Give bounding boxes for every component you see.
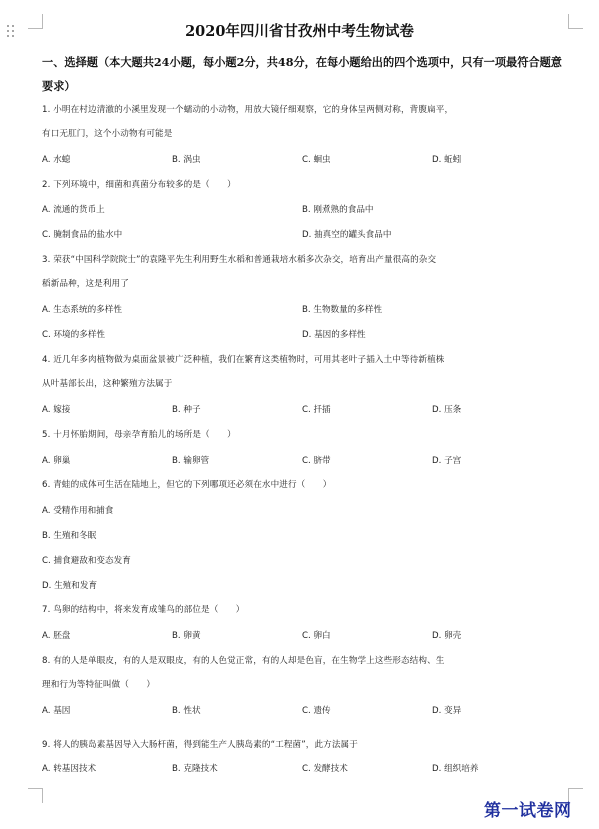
question-3-option-d: D. 基因的多样性 — [302, 330, 366, 340]
question-6-option-d: D. 生殖和发育 — [42, 581, 98, 591]
question-5-option-a: A. 卵巢 — [42, 456, 71, 466]
question-7-line-1: 7. 鸟卵的结构中，将来发育成雏鸟的部位是（ ） — [42, 605, 245, 615]
question-5-line-1: 5. 十月怀胎期间，母亲孕育胎儿的场所是（ ） — [42, 430, 236, 440]
question-9-option-a: A. 转基因技术 — [42, 764, 97, 774]
question-2-line-1: 2. 下列环境中，细菌和真菌分布较多的是（ ） — [42, 180, 236, 190]
section-heading: 一、选择题（本大题共24小题，每小题2分，共48分，在每小题给出的四个选项中，只有一项最符合题意要求） — [42, 55, 562, 93]
question-2-option-a: A. 流通的货币上 — [42, 205, 105, 215]
question-4-line-2: 从叶基部长出，这种繁殖方法属于 — [42, 379, 173, 389]
question-9-line-1: 9. 将人的胰岛素基因导入大肠杆菌，得到能生产人胰岛素的“工程菌”，此方法属于 — [42, 740, 358, 750]
question-1-line-2: 有口无肛门，这个小动物有可能是 — [42, 129, 173, 139]
question-6-option-b: B. 生殖和冬眠 — [42, 531, 97, 541]
page-title: 2020年四川省甘孜州中考生物试卷 — [185, 23, 414, 40]
question-6-line-1: 6. 青蛙的成体可生活在陆地上，但它的下列哪项还必须在水中进行（ ） — [42, 480, 332, 490]
question-4-option-b: B. 种子 — [172, 405, 201, 415]
question-4-option-a: A. 嫁接 — [42, 405, 71, 415]
question-8-option-c: C. 遗传 — [302, 706, 331, 716]
question-8-line-2: 理和行为等特征叫做（ ） — [42, 680, 156, 690]
site-watermark: 第一试卷网 — [484, 801, 572, 821]
question-3-option-a: A. 生态系统的多样性 — [42, 305, 122, 315]
question-7-option-c: C. 卵白 — [302, 631, 331, 641]
question-3-line-1: 3. 荣获“中国科学院院士”的袁隆平先生利用野生水稻和普通栽培水稻多次杂交，培育出产量很高的杂交 — [42, 255, 437, 265]
question-9-option-b: B. 克隆技术 — [172, 764, 218, 774]
question-1-option-a: A. 水螅 — [42, 155, 71, 165]
question-7-option-a: A. 胚盘 — [42, 631, 71, 641]
question-3-option-b: B. 生物数量的多样性 — [302, 305, 383, 315]
question-6-option-c: C. 捕食避敌和变态发育 — [42, 556, 131, 566]
question-4-option-d: D. 压条 — [432, 405, 462, 415]
question-8-line-1: 8. 有的人是单眼皮，有的人是双眼皮，有的人色觉正常，有的人却是色盲，在生物学上这些形态结构、生 — [42, 656, 445, 666]
question-8-option-b: B. 性状 — [172, 706, 201, 716]
question-4-option-c: C. 扦插 — [302, 405, 331, 415]
question-5-option-c: C. 脐带 — [302, 456, 331, 466]
question-1-option-b: B. 涡虫 — [172, 155, 201, 165]
question-3-line-2: 稻新品种，这是利用了 — [42, 279, 129, 289]
question-6-option-a: A. 受精作用和捕食 — [42, 506, 114, 516]
question-2-option-b: B. 刚煮熟的食品中 — [302, 205, 374, 215]
question-4-line-1: 4. 近几年多肉植物做为桌面盆景被广泛种植，我们在繁育这类植物时，可用其老叶子插入土中等待新植株 — [42, 355, 445, 365]
question-5-option-b: B. 输卵管 — [172, 456, 210, 466]
question-9-option-d: D. 组织培养 — [432, 764, 479, 774]
question-5-option-d: D. 子宫 — [432, 456, 462, 466]
question-1-line-1: 1. 小明在村边清澈的小溪里发现一个蠕动的小动物，用放大镜仔细观察，它的身体呈两侧对称，背腹扁平， — [42, 105, 454, 115]
question-1-option-d: D. 蚯蚓 — [432, 155, 462, 165]
question-7-option-b: B. 卵黄 — [172, 631, 201, 641]
question-7-option-d: D. 卵壳 — [432, 631, 462, 641]
question-8-option-d: D. 变异 — [432, 706, 462, 716]
question-3-option-c: C. 环境的多样性 — [42, 330, 106, 340]
question-8-option-a: A. 基因 — [42, 706, 71, 716]
question-2-option-c: C. 腌制食品的盐水中 — [42, 230, 123, 240]
corner-mark-bottom-left — [28, 788, 43, 803]
question-2-option-d: D. 抽真空的罐头食品中 — [302, 230, 392, 240]
question-9-option-c: C. 发酵技术 — [302, 764, 348, 774]
question-1-option-c: C. 蛔虫 — [302, 155, 331, 165]
